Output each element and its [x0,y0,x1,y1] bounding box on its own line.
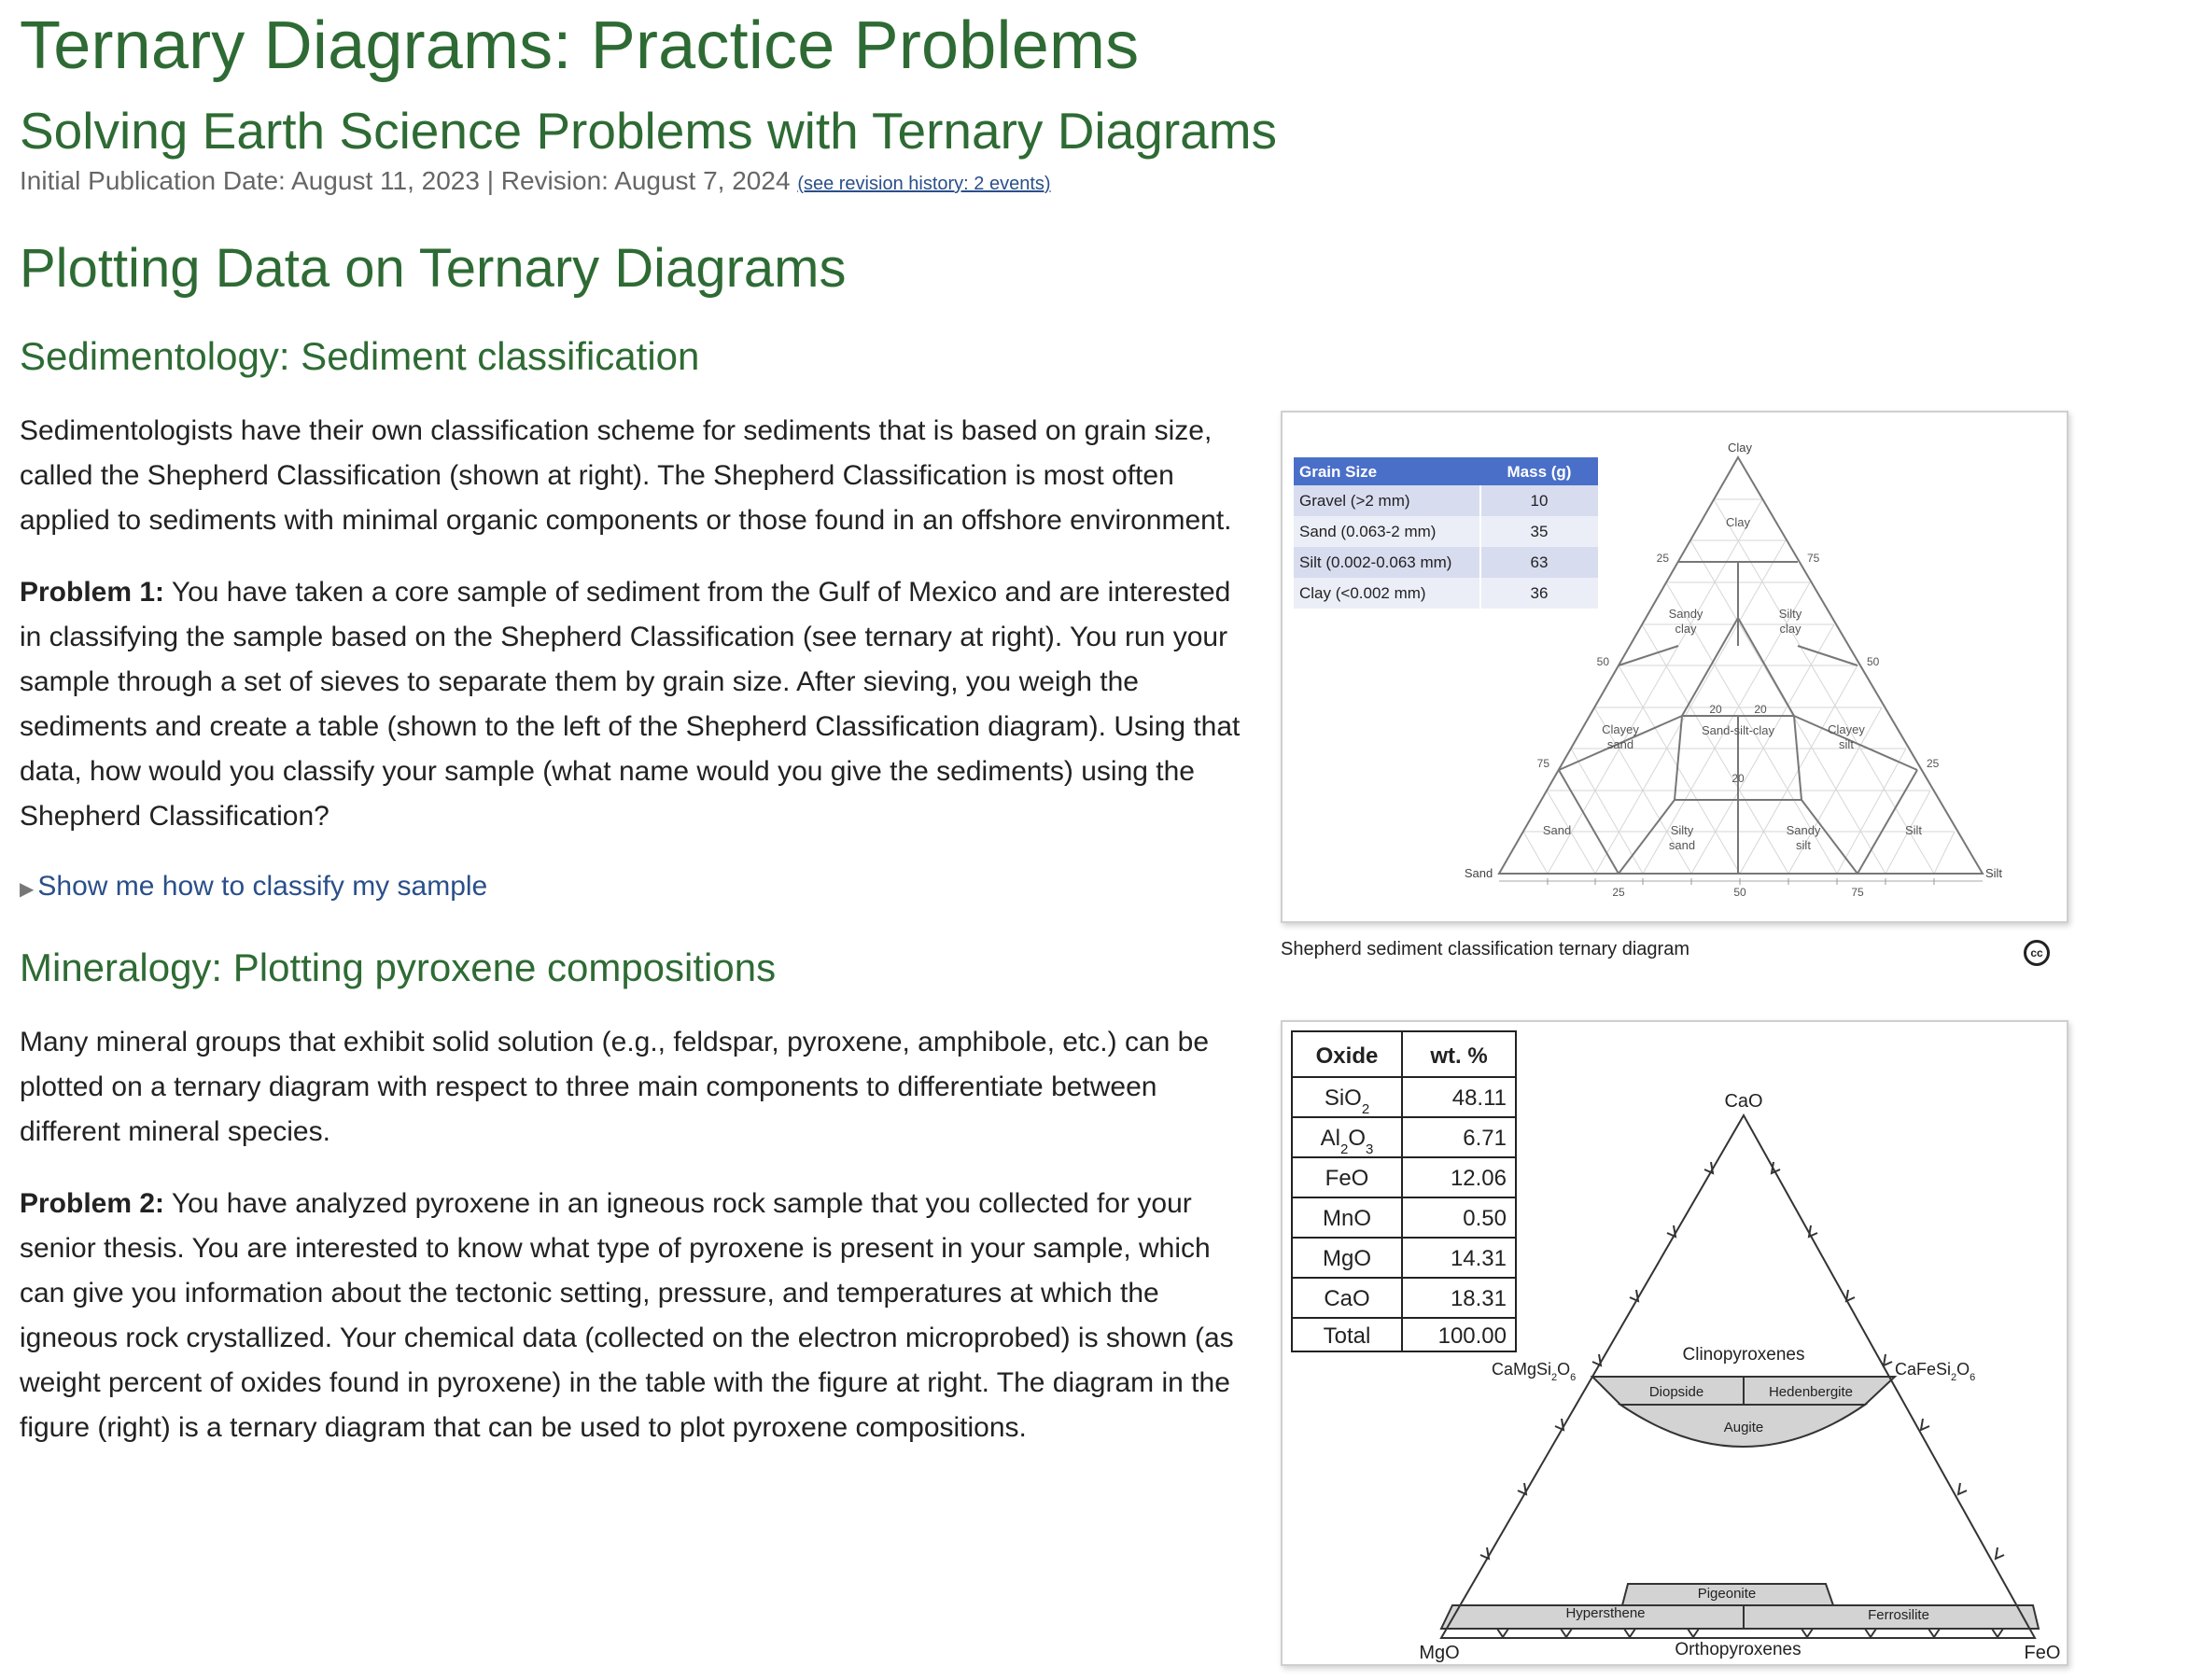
apex-sand-label: Sand [1464,866,1493,880]
creative-commons-icon[interactable]: cc [2024,940,2050,966]
tick-label: 50 [1733,886,1746,899]
table-row: Silt (0.002-0.063 mm) [1299,553,1452,571]
apex-mgo-label: MgO [1419,1643,1460,1663]
field-sand: Sand [1542,823,1572,837]
diopside-label: Diopside [1648,1384,1704,1400]
mass-header: Mass (g) [1507,463,1572,481]
clinopyroxenes-label: Clinopyroxenes [1682,1345,1805,1365]
oxide-value: 0.50 [1463,1206,1507,1231]
problem-2-body: You have analyzed pyroxene in an igneous rock sample that you collected for your senior thesis. You are interested to know what type of pyroxene is present in your sample, which can give you information about the tectonic setting, pressure, and temperatures at which the igneous rock crystallized. Your chemical data (collected on the electron microprobed) is shown (as weight percent of oxides found in pyroxene) in the table with the figure at right. The diagram in the figure (right) is a ternary diagram that can be used to plot pyroxene compositions. [20,1188,1234,1443]
field-clayey-sand-2: sand [1606,737,1634,751]
field-silty-clay-2: clay [1779,622,1801,636]
publication-info [20,166,1051,196]
oxide-value: 14.31 [1450,1246,1507,1271]
field-sandy-silt: Sandy [1786,823,1821,837]
oxide-name: $Al_2O_3$ [1320,1126,1374,1157]
oxide-name: SiO$_2$ [1324,1085,1370,1117]
table-cell: 63 [1530,553,1549,571]
publication-dates: Initial Publication Date: August 11, 2023 | Revision: August 7, 2024 [20,166,791,195]
field-sandy-clay-2: clay [1675,622,1697,636]
field-silty-sand-2: sand [1668,838,1696,852]
tick-label: 75 [1851,886,1864,899]
hypersthene-label: Hypersthene [1565,1605,1646,1621]
ferrosilite-label: Ferrosilite [1868,1607,1929,1623]
oxide-header: Oxide [1315,1043,1379,1069]
cafesi2o6-label: $CaFeSi_2O_6$ [1895,1360,1976,1383]
augite-label: Augite [1723,1420,1764,1435]
tick-label: 50 [1596,655,1609,668]
expand-triangle-icon: ▶ [20,879,35,900]
section-title: Plotting Data on Ternary Diagrams [20,238,847,299]
tick-label: 25 [1927,757,1940,770]
field-silt: Silt [1904,823,1923,837]
oxide-value: 48.11 [1451,1085,1507,1111]
pyroxene-diagram [1283,1022,2067,1664]
field-sandy-clay: Sandy [1668,607,1703,621]
page-subtitle: Solving Earth Science Problems with Ternary Diagrams [20,102,1278,160]
table-cell: 35 [1530,523,1549,540]
show-classification-toggle[interactable] [20,871,487,903]
tick-label: 20 [1754,703,1767,716]
apex-cao-label: CaO [1724,1091,1763,1112]
table-row: Sand (0.063-2 mm) [1299,523,1437,540]
table-cell: 10 [1530,492,1549,510]
field-clayey-silt-2: silt [1839,737,1854,751]
problem-1-label: Problem 1: [20,577,165,608]
field-silty-sand: Silty [1670,823,1694,837]
grain-size-table [1294,457,1598,609]
oxide-name: Total [1323,1323,1371,1349]
toggle-label: Show me how to classify my sample [37,871,488,902]
field-clay: Clay [1725,515,1751,529]
tick-label: 75 [1807,552,1820,565]
field-clayey-silt: Clayey [1828,722,1865,736]
mineralogy-intro: Many mineral groups that exhibit solid solution (e.g., feldspar, pyroxene, amphibole, etc.) can be plotted on a ternary diagram with respect to three main components to differentiate between different mineral species. [20,1027,1210,1147]
oxide-name: MnO [1322,1206,1372,1231]
field-silty-clay: Silty [1778,607,1802,621]
shepherd-diagram [1283,413,2067,921]
tick-label: 75 [1536,757,1549,770]
apex-feo-label: FeO [2024,1643,2061,1663]
tick-label: 25 [1656,552,1669,565]
field-sand-silt-clay: Sand-silt-clay [1701,723,1775,737]
oxide-name: FeO [1325,1166,1369,1191]
sedimentology-intro: Sedimentologists have their own classification scheme for sediments that is based on grain size, called the Shepherd Classification (shown at right). The Shepherd Classification is most often applied to sediments with minimal organic components or those found in an offshore environment. [20,415,1232,536]
tick-label: 20 [1709,703,1722,716]
tick-label: 25 [1612,886,1625,899]
orthopyroxenes-label: Orthopyroxenes [1675,1640,1801,1659]
oxide-name: MgO [1322,1246,1372,1271]
field-sandy-silt-2: silt [1796,838,1811,852]
pyroxene-figure [1281,1020,2068,1666]
problem-2-text [20,1182,1252,1450]
apex-silt-label: Silt [1984,866,2003,880]
shepherd-figure [1281,411,2068,923]
table-row: Clay (<0.002 mm) [1299,584,1426,602]
apex-clay-label: Clay [1727,441,1753,455]
pigeonite-label: Pigeonite [1697,1586,1757,1602]
oxide-value: 6.71 [1463,1126,1507,1151]
tick-label: 20 [1731,772,1745,785]
problem-1-body: You have taken a core sample of sediment from the Gulf of Mexico and are interested in classifying the sample based on the Shepherd Classification (see ternary at right). You run your sample through a set of sieves to separate them by grain size. After sieving, you weigh the sediments and create a table (shown to the left of the Shepherd Classification diagram). Using that data, how would you classify your sample (what name would you give the sediments) using the Shepherd Classification? [20,577,1241,832]
grain-size-header: Grain Size [1299,463,1378,481]
oxide-value: 100.00 [1437,1323,1507,1349]
table-row: Gravel (>2 mm) [1299,492,1410,510]
tick-label: 50 [1867,655,1880,668]
mineralogy-heading: Mineralogy: Plotting pyroxene compositions [20,945,777,989]
sedimentology-heading: Sedimentology: Sediment classification [20,334,700,378]
oxide-name: CaO [1324,1286,1370,1311]
page-title: Ternary Diagrams: Practice Problems [20,8,1140,83]
problem-2-label: Problem 2: [20,1188,165,1219]
problem-1-text [20,570,1252,839]
oxide-value: 12.06 [1450,1166,1507,1191]
revision-history-link[interactable]: (see revision history: 2 events) [797,174,1051,194]
shepherd-caption: Shepherd sediment classification ternary diagram [1281,939,1689,959]
table-cell: 36 [1530,584,1549,602]
camgsi2o6-label: $CaMgSi_2O_6$ [1492,1360,1577,1383]
hedenbergite-label: Hedenbergite [1768,1384,1854,1400]
oxide-table [1292,1031,1516,1351]
oxide-value: 18.31 [1450,1286,1507,1311]
wt-percent-header: wt. % [1430,1043,1488,1069]
field-clayey-sand: Clayey [1602,722,1639,736]
